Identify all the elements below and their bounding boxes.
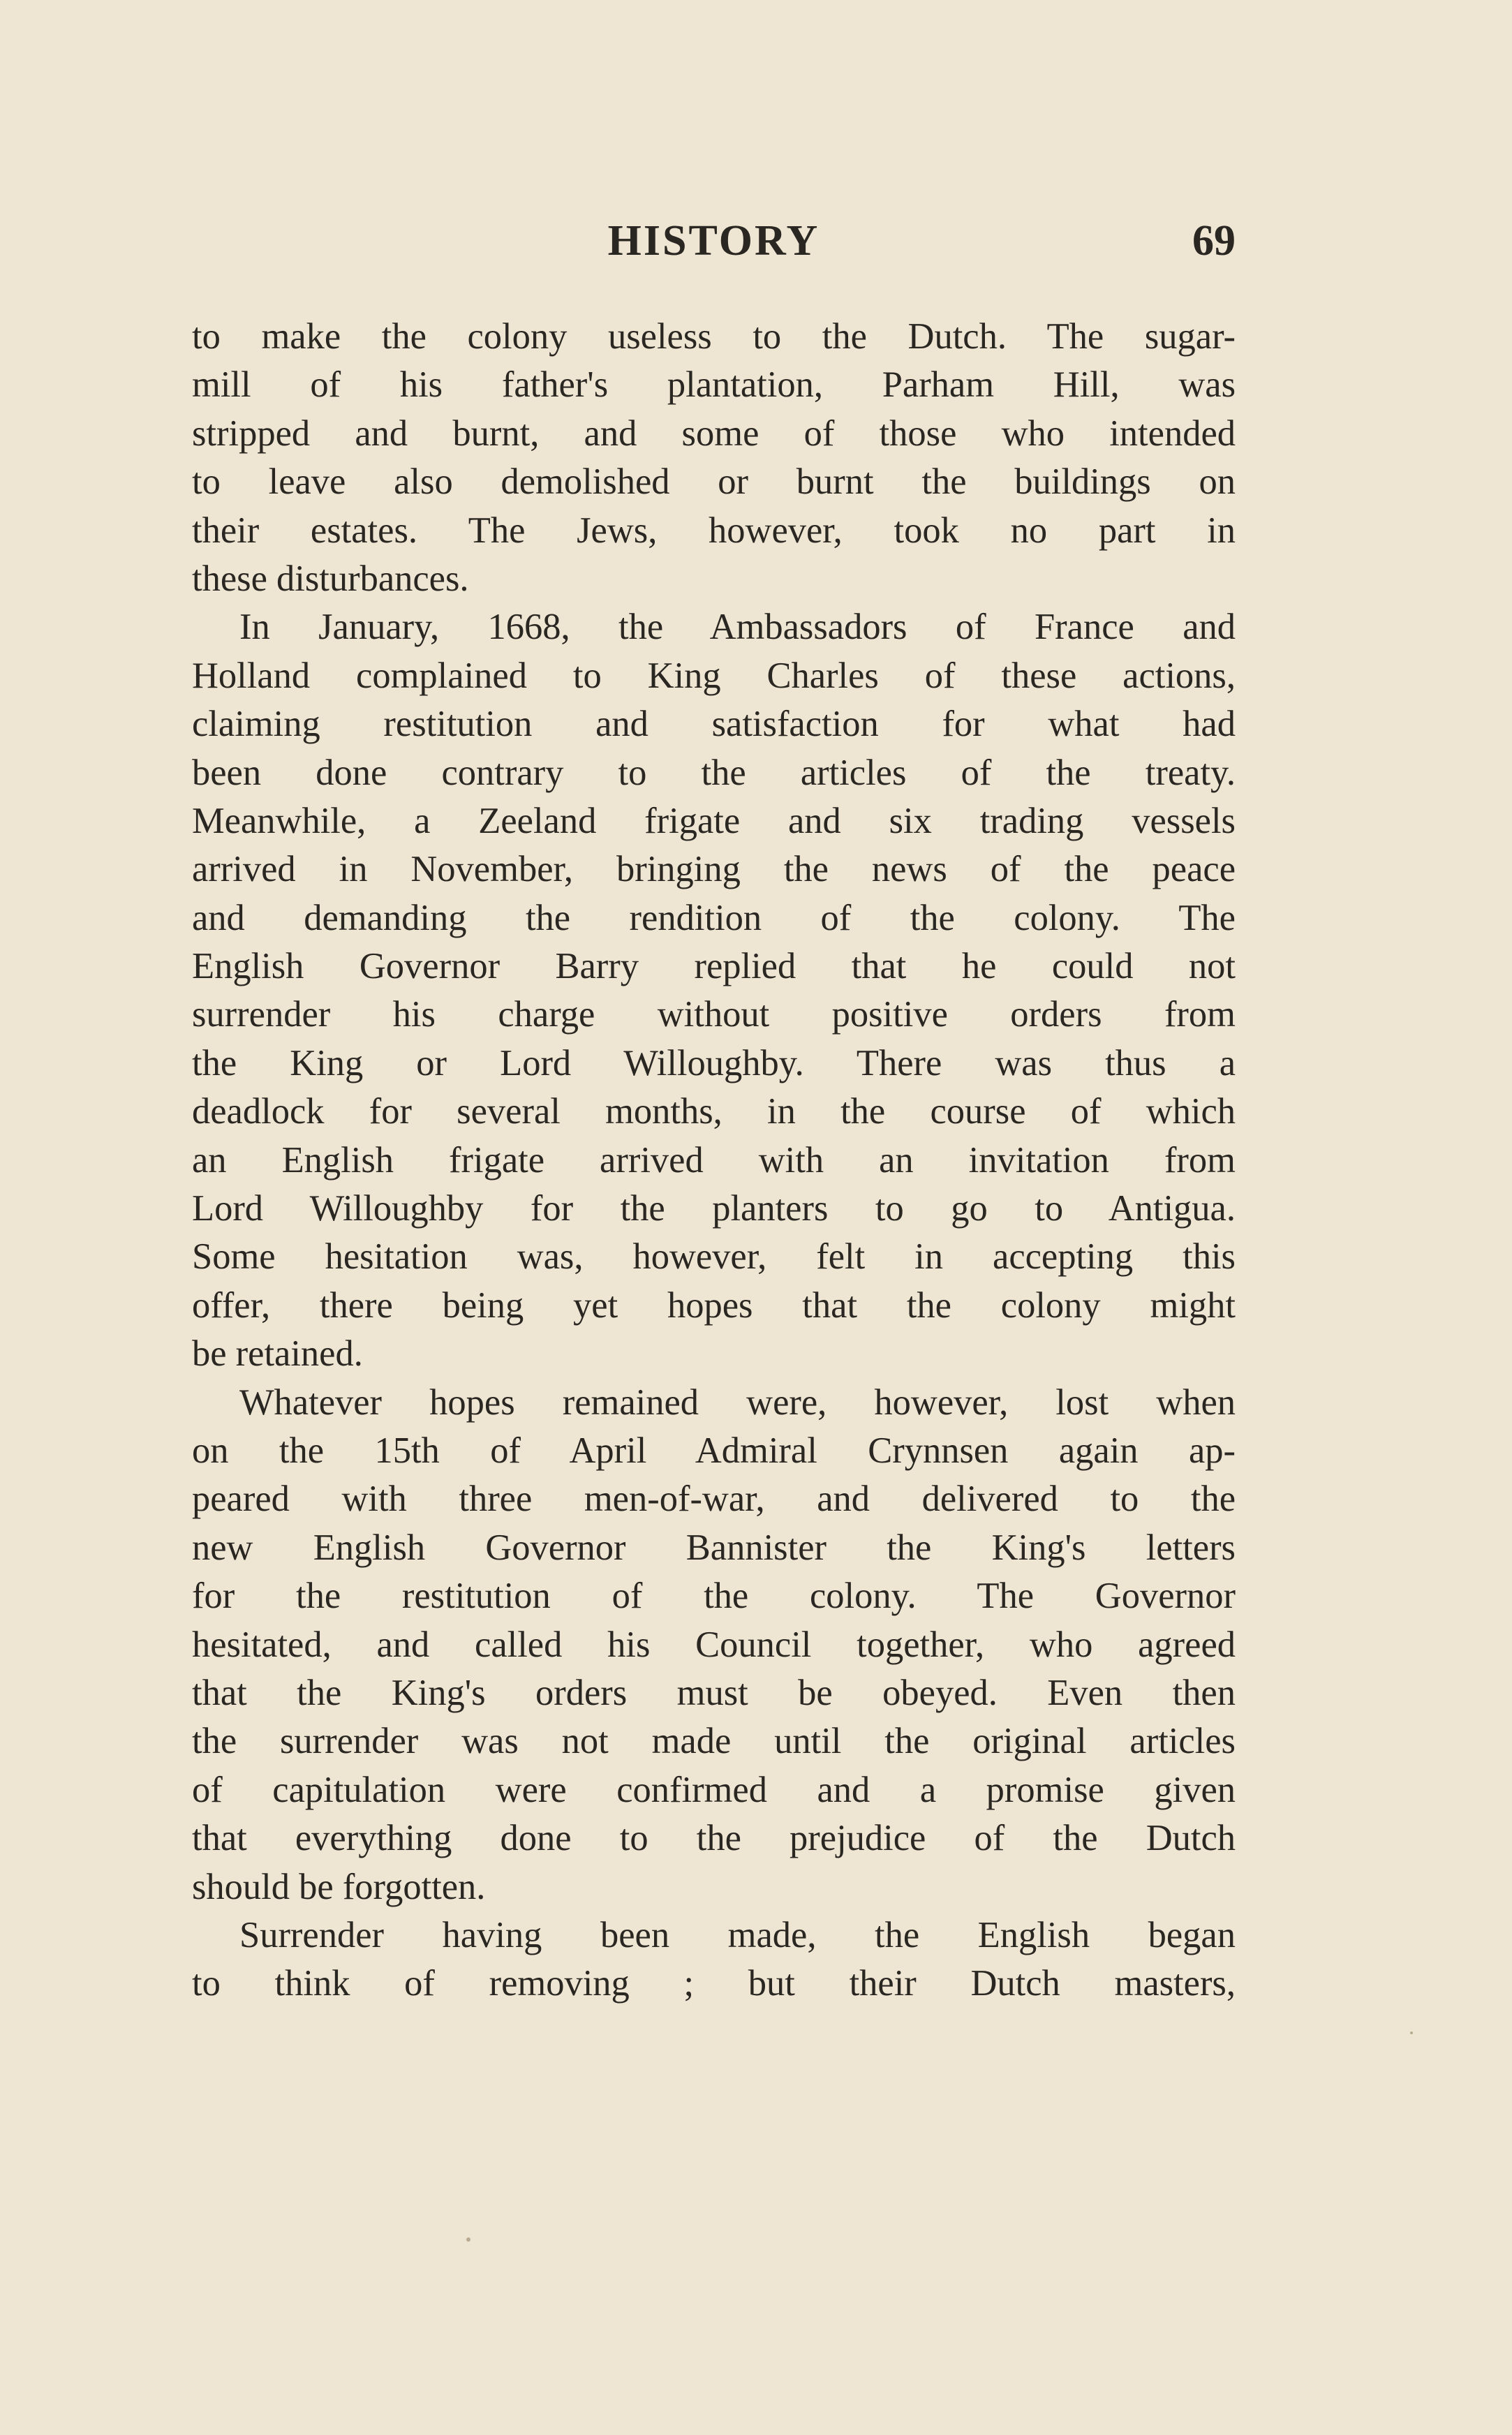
text-line: hesitated, and called his Council together, who agreed <box>192 1624 1236 1665</box>
text-line: of capitulation were confirmed and a promise given <box>192 1769 1236 1810</box>
paper-speck <box>466 2237 470 2242</box>
text-line: should be forgotten. <box>192 1866 486 1907</box>
text-line: peared with three men-of-war, and delivered to the <box>192 1479 1236 1520</box>
body-text <box>192 313 1236 2008</box>
paragraph-start-line: In January, 1668, the Ambassadors of France and <box>239 607 1236 648</box>
text-line: to leave also demolished or burnt the buildings on <box>192 461 1236 503</box>
text-line: Lord Willoughby for the planters to go to Antigua. <box>192 1188 1236 1229</box>
text-line: English Governor Barry replied that he could not <box>192 946 1236 987</box>
text-line: offer, there being yet hopes that the colony might <box>192 1285 1236 1326</box>
text-line: the surrender was not made until the original articles <box>192 1721 1236 1762</box>
text-line: surrender his charge without positive orders from <box>192 994 1236 1035</box>
page-header <box>192 216 1236 272</box>
text-line: mill of his father's plantation, Parham Hill, was <box>192 364 1236 406</box>
text-line: deadlock for several months, in the course of which <box>192 1091 1236 1132</box>
text-line: been done contrary to the articles of the treaty. <box>192 752 1236 793</box>
text-line: claiming restitution and satisfaction for what had <box>192 704 1236 745</box>
text-line: Meanwhile, a Zeeland frigate and six trading vessels <box>192 800 1236 841</box>
text-line: on the 15th of April Admiral Crynnsen again ap- <box>192 1430 1236 1471</box>
text-line: arrived in November, bringing the news of the peace <box>192 849 1236 890</box>
text-line: to make the colony useless to the Dutch. The sugar- <box>192 316 1236 357</box>
text-line: and demanding the rendition of the colony. The <box>192 897 1236 938</box>
text-line: new English Governor Bannister the King's letters <box>192 1527 1236 1568</box>
text-line: the King or Lord Willoughby. There was thus a <box>192 1042 1236 1083</box>
text-line: stripped and burnt, and some of those who intended <box>192 413 1236 454</box>
text-line: be retained. <box>192 1333 363 1375</box>
paper-speck <box>1410 2031 1413 2034</box>
text-line: their estates. The Jews, however, took no part in <box>192 510 1236 551</box>
text-line: to think of removing ; but their Dutch masters, <box>192 1963 1236 2004</box>
paragraph-start-line: Whatever hopes remained were, however, lost when <box>239 1382 1236 1423</box>
text-line: these disturbances. <box>192 558 469 599</box>
running-head: HISTORY <box>607 217 820 265</box>
text-line: an English frigate arrived with an invitation from <box>192 1139 1236 1181</box>
paragraph-start-line: Surrender having been made, the English began <box>239 1914 1236 1955</box>
text-line: that everything done to the prejudice of the Dutch <box>192 1818 1236 1859</box>
page-number: 69 <box>1192 217 1236 265</box>
text-line: that the King's orders must be obeyed. Even then <box>192 1672 1236 1713</box>
text-line: for the restitution of the colony. The Governor <box>192 1576 1236 1617</box>
text-line: Holland complained to King Charles of these actions, <box>192 655 1236 696</box>
text-line: Some hesitation was, however, felt in accepting this <box>192 1236 1236 1278</box>
